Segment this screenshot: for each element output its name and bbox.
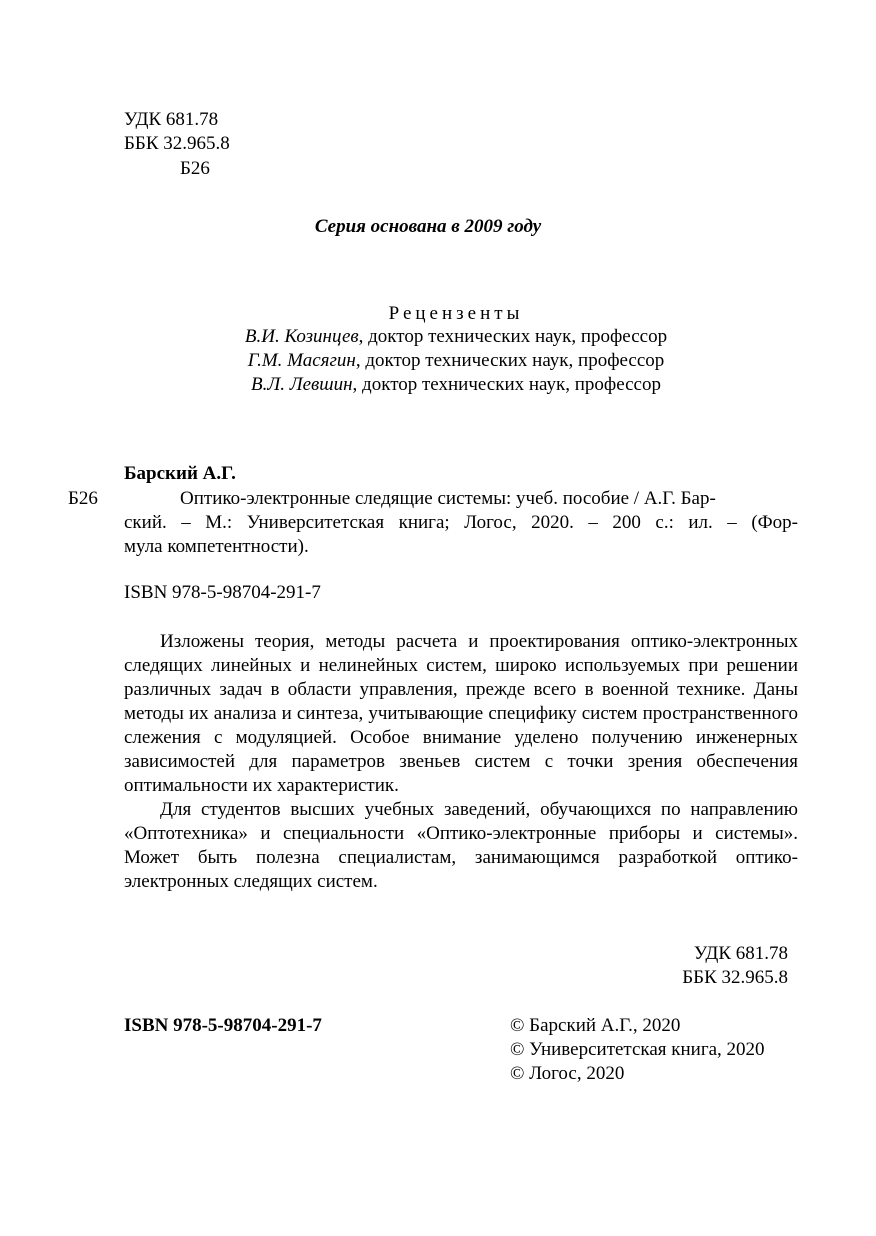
copyright-publisher-2: © Логос, 2020 [510,1063,625,1084]
bib-author: Барский А.Г. [124,463,236,484]
series-note: Серия основана в 2009 году [314,216,542,237]
copyright-publisher-1: © Университетская книга, 2020 [510,1039,765,1060]
abstract-paragraph-1: Изложены теория, методы расчета и проектирования оптико-электронных следящих линейных и нелинейных систем, широко используемых при решении различных задач в области управления, прежде всего в военной технике. Даны методы их анализа и синтеза, учитывающие специфику систем пространственного слежения с модуляцией. Особое внимание уделено получению инженерных зависимостей для параметров звеньев систем с точки зрения обеспечения оптимальности их характеристик. [124,631,798,796]
reviewer-3 [0,373,876,397]
abstract-paragraph-2: Для студентов высших учебных заведений, обучающихся по направлению «Оптотехника» и специальности «Оптико-электронные приборы и системы». Может быть полезна специалистам, занимающимся разработкой оптико-электронных следящих систем. [124,799,798,892]
udk-code-bottom: УДК 681.78 [693,943,788,964]
reviewer-1-name: В.И. Козинцев [244,326,359,347]
bib-description-line-1: Оптико-электронные следящие системы: учеб. пособие / А.Г. Бар- [180,488,716,509]
bbk-code-bottom: ББК 32.965.8 [682,967,788,988]
copyright-author: © Барский А.Г., 2020 [510,1015,681,1036]
reviewer-2 [0,349,876,373]
reviewer-3-desc: , доктор технических наук, профессор [352,374,661,395]
udk-code-top: УДК 681.78 [124,109,219,130]
bib-description-line-3: мула компетентности). [124,536,309,557]
bbk-code-top: ББК 32.965.8 [124,133,230,154]
bib-author-mark: Б26 [68,488,98,509]
bib-description-line-2: ский. – М.: Университетская книга; Логос, 2020. – 200 с.: ил. – (Фор- [124,512,798,533]
reviewer-1 [0,325,876,349]
abstract [124,630,798,894]
reviewer-3-name: В.Л. Левшин [251,374,353,395]
reviewer-2-name: Г.М. Масягин [247,350,356,371]
reviewer-1-desc: , доктор технических наук, профессор [358,326,668,347]
reviewer-2-desc: , доктор технических наук, профессор [355,350,665,371]
reviewers-title: Рецензенты [388,303,524,324]
isbn-bold: ISBN 978-5-98704-291-7 [124,1015,322,1036]
author-mark-top: Б26 [180,158,210,179]
isbn-plain: ISBN 978-5-98704-291-7 [124,582,321,603]
